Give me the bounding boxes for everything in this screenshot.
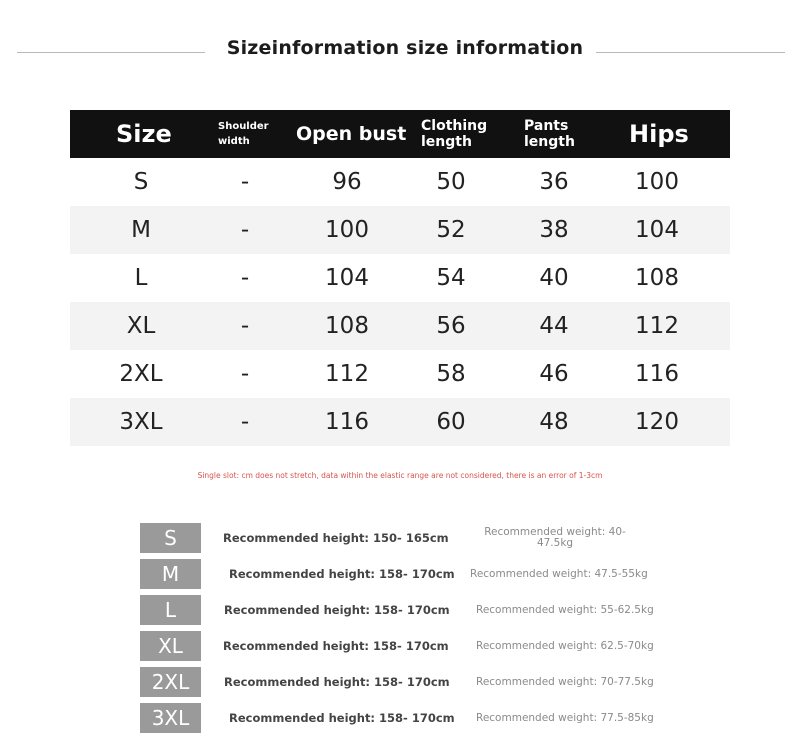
- size-badge: L: [140, 595, 201, 625]
- header-hips: Hips: [629, 120, 689, 148]
- recommended-height: Recommended height: 158- 170cm: [224, 675, 450, 689]
- recommendation-row: [0, 523, 800, 553]
- header-shoulder-width: [218, 110, 278, 158]
- cell-shoulder: -: [240, 169, 250, 195]
- cell-pants: 44: [539, 313, 569, 339]
- recommendation-row: [0, 595, 800, 625]
- size-table: [70, 110, 730, 446]
- cell-size: XL: [126, 313, 156, 339]
- cell-size: S: [133, 169, 149, 195]
- recommended-weight: Recommended weight: 62.5-70kg: [476, 640, 654, 652]
- recommended-weight: Recommended weight: 77.5-85kg: [476, 712, 654, 724]
- cell-hips: 108: [635, 265, 679, 291]
- cell-bust: 108: [325, 313, 369, 339]
- table-row: [70, 206, 730, 254]
- recommendation-row: [0, 631, 800, 661]
- size-badge: S: [140, 523, 201, 553]
- cell-shoulder: -: [240, 361, 250, 387]
- cell-bust: 100: [325, 217, 369, 243]
- cell-size: 3XL: [119, 409, 163, 435]
- cell-bust: 112: [325, 361, 369, 387]
- size-table-header: [70, 110, 730, 158]
- cell-pants: 48: [539, 409, 569, 435]
- cell-hips: 120: [635, 409, 679, 435]
- page-title: Sizeinformation size information: [226, 37, 584, 59]
- header-clothing-length: [421, 110, 491, 158]
- cell-clothing: 60: [436, 409, 466, 435]
- size-badge: 2XL: [140, 667, 201, 697]
- cell-hips: 112: [635, 313, 679, 339]
- cell-clothing: 58: [436, 361, 466, 387]
- cell-clothing: 52: [436, 217, 466, 243]
- recommendation-row: [0, 703, 800, 733]
- cell-pants: 38: [539, 217, 569, 243]
- cell-bust: 116: [325, 409, 369, 435]
- cell-pants: 46: [539, 361, 569, 387]
- header-size: Size: [116, 120, 172, 148]
- recommended-weight: Recommended weight: 55-62.5kg: [476, 604, 654, 616]
- table-row: [70, 350, 730, 398]
- size-badge: XL: [140, 631, 201, 661]
- cell-pants: 36: [539, 169, 569, 195]
- size-badge: 3XL: [140, 703, 201, 733]
- cell-clothing: 50: [436, 169, 466, 195]
- recommended-height: Recommended height: 158- 170cm: [224, 603, 450, 617]
- cell-pants: 40: [539, 265, 569, 291]
- recommended-weight-text: Recommended weight: 40-47.5kg: [484, 526, 626, 549]
- recommended-weight: [480, 523, 630, 553]
- cell-clothing: 56: [436, 313, 466, 339]
- size-badge: M: [140, 559, 201, 589]
- title-divider-left: [17, 52, 205, 53]
- table-row: [70, 398, 730, 446]
- cell-bust: 96: [332, 169, 362, 195]
- recommendation-row: [0, 559, 800, 589]
- table-row: [70, 158, 730, 206]
- cell-shoulder: -: [240, 265, 250, 291]
- recommended-height: Recommended height: 158- 170cm: [223, 639, 449, 653]
- cell-shoulder: -: [240, 217, 250, 243]
- cell-hips: 116: [635, 361, 679, 387]
- header-open-bust: Open bust: [296, 123, 407, 145]
- recommended-height: Recommended height: 158- 170cm: [229, 711, 455, 725]
- cell-hips: 104: [635, 217, 679, 243]
- cell-size: M: [131, 217, 151, 243]
- cell-size: 2XL: [119, 361, 163, 387]
- cell-hips: 100: [635, 169, 679, 195]
- title-divider-right: [596, 52, 785, 53]
- recommended-height: Recommended height: 158- 170cm: [229, 567, 455, 581]
- header-pants-length-text: Pants length: [524, 118, 575, 150]
- measurement-note: Single slot: cm does not stretch, data within the elastic range are not considered, there is an error of 1-3cm: [197, 471, 603, 480]
- recommended-weight: Recommended weight: 70-77.5kg: [476, 676, 654, 688]
- table-row: [70, 254, 730, 302]
- header-shoulder-width-text: Shoulder width: [218, 121, 269, 147]
- header-pants-length: [524, 110, 580, 158]
- cell-size: L: [134, 265, 148, 291]
- cell-bust: 104: [325, 265, 369, 291]
- header-clothing-length-text: Clothing length: [421, 118, 488, 150]
- table-row: [70, 302, 730, 350]
- cell-shoulder: -: [240, 409, 250, 435]
- cell-shoulder: -: [240, 313, 250, 339]
- recommended-weight: Recommended weight: 47.5-55kg: [470, 568, 648, 580]
- recommendation-row: [0, 667, 800, 697]
- recommended-height: Recommended height: 150- 165cm: [223, 531, 449, 545]
- cell-clothing: 54: [436, 265, 466, 291]
